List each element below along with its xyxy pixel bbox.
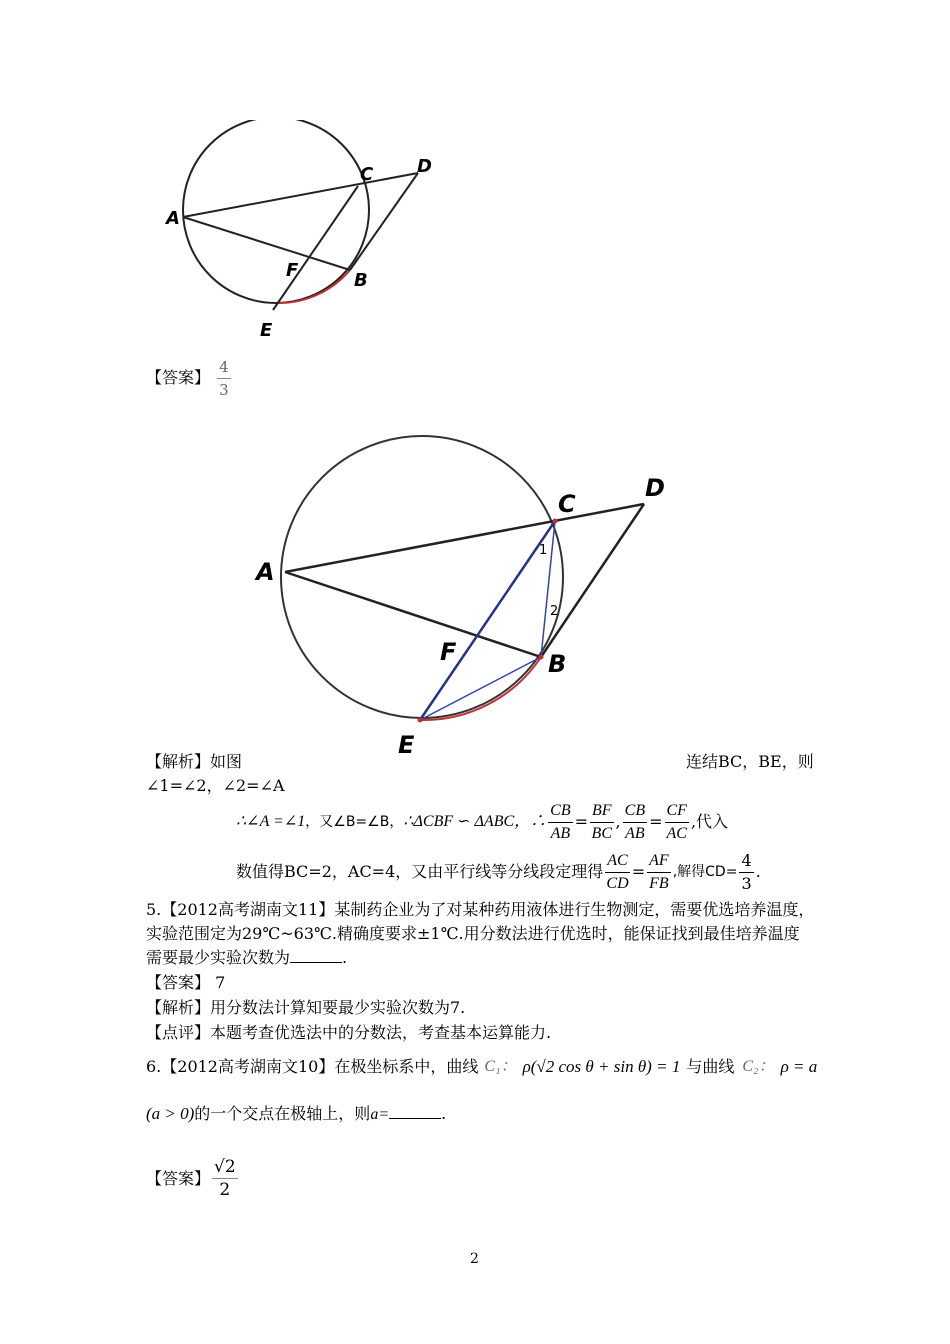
figure-2-circle-diagram bbox=[240, 420, 700, 770]
point-b bbox=[539, 655, 544, 660]
equation-c1: ρ(√2 cos θ + sin θ) = 1 bbox=[522, 1057, 681, 1076]
q4-analysis-line4: 数值得BC=2，AC=4，又由平行线等分线段定理得 $\frac{AC}{CD}$ = $\frac{AF}{FB}$ ,解得CD= $\frac{4}{3}$ . bbox=[236, 850, 761, 893]
q6-answer: 【答案】 $\frac{√2}{2}$ bbox=[146, 1157, 236, 1200]
segment-be bbox=[420, 657, 541, 720]
angle-2-label: 2 bbox=[550, 604, 559, 619]
answer-blank bbox=[389, 1104, 441, 1119]
label-f: F bbox=[286, 260, 299, 281]
fraction-af-fb: $\frac{AF}{FB}$ bbox=[649, 851, 669, 892]
q4-analysis-line2: ∠1=∠2，∠2=∠A bbox=[146, 776, 285, 795]
q5-line1: 5.【2012高考湖南文11】某制药企业为了对某种药用液体进行生物测定，需要优选培养温度， bbox=[146, 900, 815, 919]
label-c: C bbox=[360, 164, 374, 185]
q5-answer: 【答案】 7 bbox=[146, 973, 226, 992]
q5-line3: 需要最少实验次数为 . bbox=[146, 948, 348, 967]
q4-analysis-right: 连结BC，BE，则 bbox=[686, 752, 814, 771]
answer-fraction: $\frac{4}{3}$ bbox=[219, 358, 229, 399]
answer-blank bbox=[290, 948, 342, 963]
label-d: D bbox=[417, 156, 432, 177]
label-a: A bbox=[256, 558, 275, 586]
label-e: E bbox=[398, 731, 415, 759]
fraction-bf-bc: $\frac{BF}{BC}$ bbox=[591, 801, 612, 842]
q4-analysis-line3: ∴∠A =∠1 ，又∠B=∠B， ∴ΔCBF ∽ ΔABC，∴ $\frac{CB}{AB}$ = $\frac{BF}{BC}$ , $\frac{CB}{AB}$ = $\frac{CF}{AC}$ ,代入 bbox=[236, 796, 728, 848]
q5-comment: 【点评】本题考查优选法中的分数法，考查基本运算能力. bbox=[146, 1023, 552, 1042]
fraction-ac-cd: $\frac{AC}{CD}$ bbox=[606, 851, 629, 892]
label-d: D bbox=[645, 474, 665, 502]
label-b: B bbox=[548, 650, 567, 678]
label-a: A bbox=[166, 208, 180, 229]
segment-ce bbox=[420, 521, 555, 720]
segment-ad bbox=[285, 504, 644, 572]
angle-1-label: 1 bbox=[539, 543, 548, 558]
curve-c1: C₁： bbox=[484, 1058, 517, 1075]
segment-ce bbox=[273, 186, 358, 310]
q4-analysis-intro bbox=[146, 752, 242, 772]
analysis-intro: 如图 bbox=[210, 752, 243, 771]
label-b: B bbox=[354, 270, 368, 291]
segment-ab bbox=[285, 572, 541, 657]
figure-1-circle-diagram bbox=[160, 120, 450, 350]
equation-c2: ρ = a bbox=[780, 1057, 818, 1076]
q6-line2: (a > 0)的一个交点在极轴上，则a= . bbox=[146, 1104, 447, 1123]
q5-analysis: 【解析】用分数法计算知要最少实验次数为7. bbox=[146, 998, 466, 1017]
q6-line1: 6.【2012高考湖南文10】在极坐标系中，曲线 C₁： ρ(√2 cos θ + sin θ) = 1 与曲线 C₂： ρ = a bbox=[146, 1057, 818, 1076]
label-c: C bbox=[558, 490, 576, 518]
segment-cb bbox=[541, 521, 555, 657]
label-e: E bbox=[260, 320, 273, 341]
q4-answer bbox=[146, 356, 233, 401]
segment-db bbox=[541, 504, 644, 657]
fraction-cb-ab: $\frac{CB}{AB}$ bbox=[550, 801, 571, 842]
fraction-cf-ac: $\frac{CF}{AC}$ bbox=[666, 801, 687, 842]
segment-ab bbox=[183, 217, 350, 270]
fraction-cb-ab-2: $\frac{CB}{AB}$ bbox=[624, 801, 646, 842]
point-c bbox=[553, 519, 558, 524]
analysis-tag: 【解析】 bbox=[146, 752, 211, 771]
point-e bbox=[418, 718, 423, 723]
q5-line2: 实验范围定为29℃~63℃.精确度要求±1℃.用分数法进行优选时，能保证找到最佳培养温度 bbox=[146, 924, 800, 943]
answer-fraction: $\frac{√2}{2}$ bbox=[214, 1157, 236, 1200]
curve-c2: C₂： bbox=[742, 1058, 775, 1075]
fraction-cd-value: $\frac{4}{3}$ bbox=[741, 850, 752, 893]
circle bbox=[281, 436, 563, 718]
label-f: F bbox=[440, 638, 457, 666]
segment-ad bbox=[183, 173, 418, 217]
answer-tag: 【答案】 bbox=[146, 368, 211, 387]
page-number: 2 bbox=[470, 1251, 479, 1267]
segment-db bbox=[350, 173, 418, 270]
